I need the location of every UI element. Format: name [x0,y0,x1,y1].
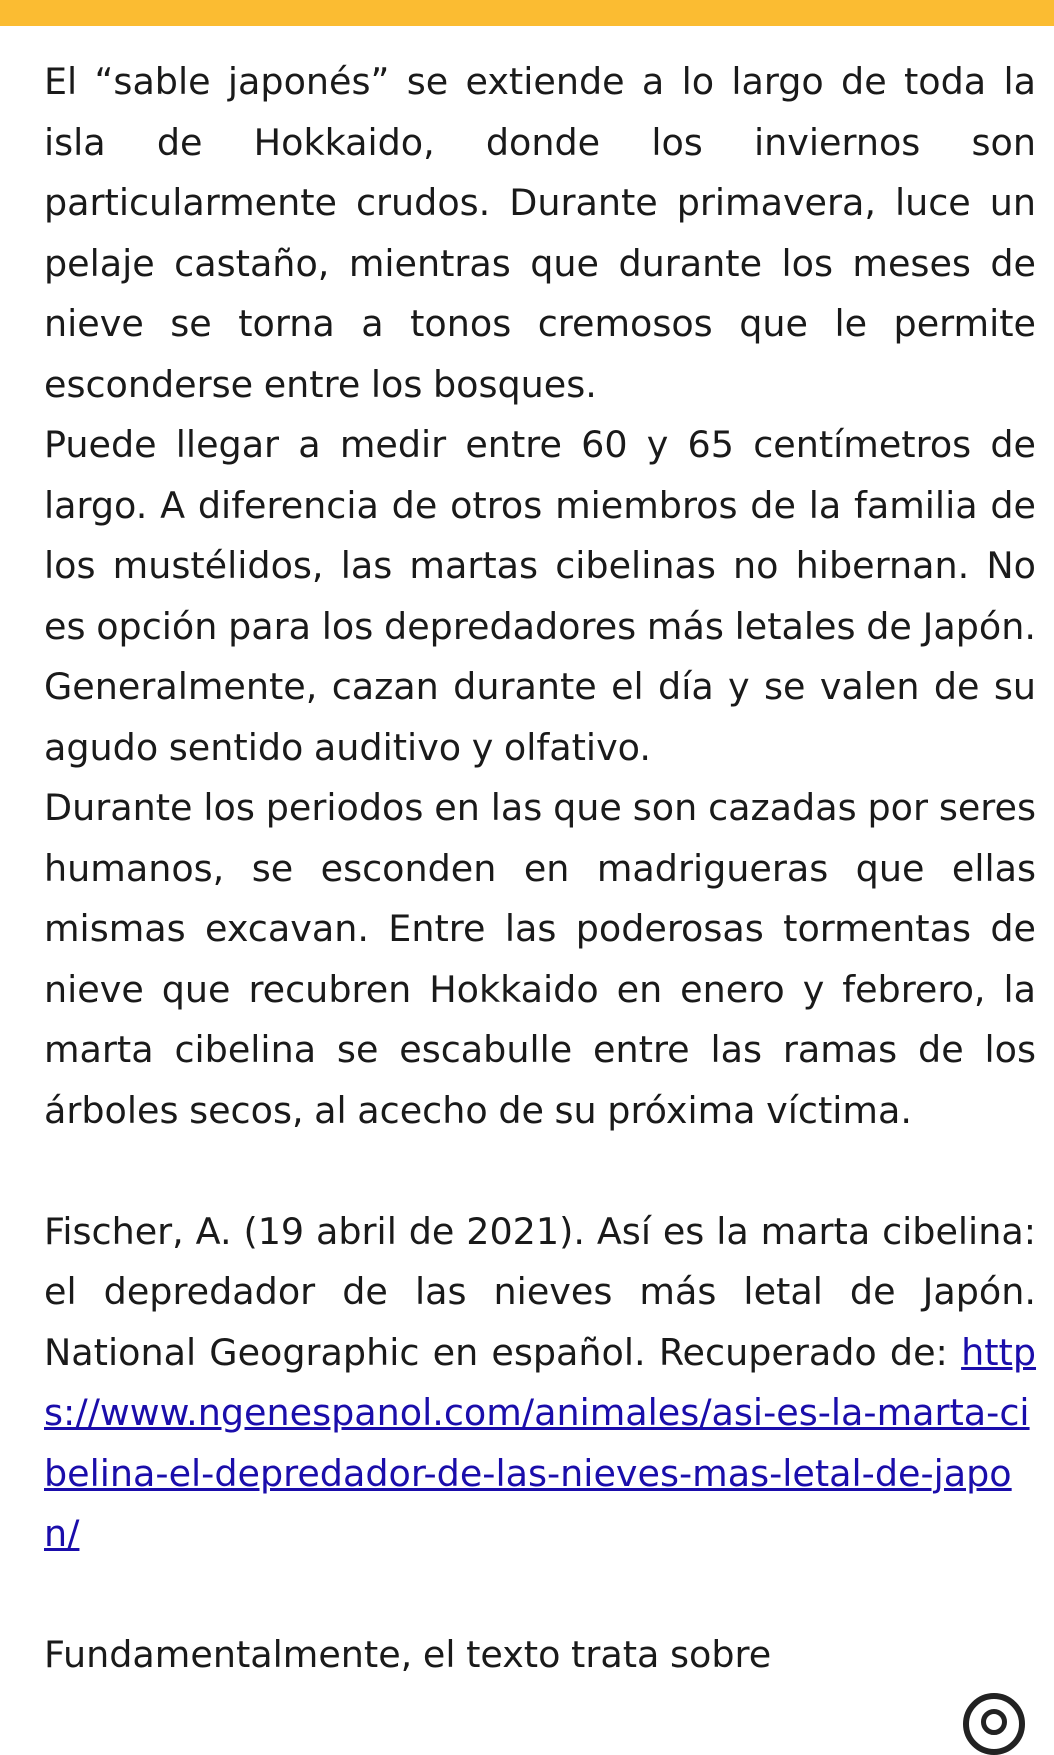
circle-badge-icon[interactable] [963,1693,1025,1755]
document-body [44,52,1036,1686]
section-spacer [44,1565,1036,1626]
citation [44,1202,1036,1565]
article-paragraph-2: Puede llegar a medir entre 60 y 65 centímetros de largo. A diferencia de otros miembros de la familia de los mustélidos, las martas cibelinas no hibernan. No es opción para los depredadores más letales de Japón. Generalmente, cazan durante el día y se valen de su agudo sentido auditivo y olfativo. [44,423,1036,769]
article-paragraph-3: Durante los periodos en las que son cazadas por seres humanos, se esconden en madrigueras que ellas mismas excavan. Entre las poderosas tormentas de nieve que recubren Hokkaido en enero y febrero, la marta cibelina se escabulle entre las ramas de los árboles secos, al acecho de su próxima víctima. [44,786,1036,1132]
question-prompt: Fundamentalmente, el texto trata sobre [44,1633,772,1676]
citation-link[interactable]: https://www.ngenespanol.com/animales/asi-es-la-marta-cibelina-el-depredador-de-las-nieves-mas-letal-de-japon/ [44,1330,1037,1555]
article-paragraph-1: El “sable japonés” se extiende a lo largo de toda la isla de Hokkaido, donde los inviernos son particularmente crudos. Durante primavera, luce un pelaje castaño, mientras que durante los meses de nieve se torna a tonos cremosos que le permite esconderse entre los bosques. [44,60,1036,406]
top-accent-bar [0,0,1054,26]
citation-text: Fischer, A. (19 abril de 2021). Así es la marta cibelina: el depredador de las nieves más letal de Japón. National Geographic en español. Recuperado de: [44,1209,1036,1374]
section-spacer [44,1141,1036,1202]
